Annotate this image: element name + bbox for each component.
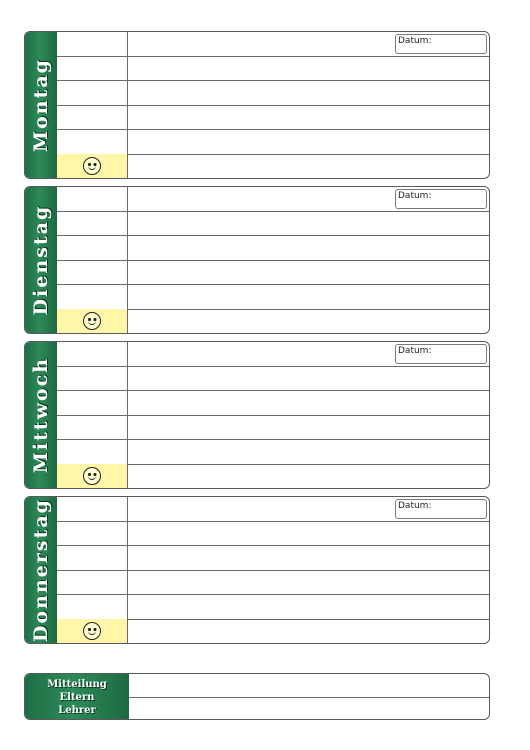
writing-line[interactable] [57, 367, 489, 392]
writing-line[interactable] [57, 106, 489, 131]
smiley-face-icon [83, 312, 101, 330]
column-divider [127, 32, 128, 178]
day-name: Dienstag [30, 204, 52, 316]
day-block-3 [24, 496, 490, 644]
writing-line[interactable] [57, 130, 489, 155]
day-label [25, 497, 57, 643]
writing-line[interactable] [57, 81, 489, 106]
day-label [25, 32, 57, 178]
day-block-1 [24, 186, 490, 334]
writing-line[interactable] [57, 440, 489, 465]
smiley-face-icon [83, 157, 101, 175]
datum-field[interactable]: Datum: [395, 499, 487, 519]
writing-line[interactable] [57, 522, 489, 547]
day-block-0 [24, 31, 490, 179]
rating-cell [57, 309, 127, 333]
datum-field[interactable]: Datum: [395, 34, 487, 54]
day-label [25, 342, 57, 488]
writing-line[interactable] [57, 212, 489, 237]
writing-line[interactable] [57, 595, 489, 620]
day-name: Mittwoch [30, 356, 52, 474]
mitteilung-divider [129, 697, 489, 698]
writing-line[interactable] [57, 571, 489, 596]
writing-line[interactable] [57, 236, 489, 261]
column-divider [127, 342, 128, 488]
rating-cell [57, 154, 127, 178]
mitteilung-label-line1: Mitteilung [47, 679, 107, 690]
rating-cell [57, 619, 127, 643]
writing-line[interactable] [57, 391, 489, 416]
mitteilung-label [25, 674, 129, 719]
smiley-face-icon [83, 467, 101, 485]
writing-line[interactable] [57, 261, 489, 286]
day-label [25, 187, 57, 333]
datum-field[interactable]: Datum: [395, 344, 487, 364]
day-name: Montag [30, 58, 52, 152]
smiley-face-icon [83, 622, 101, 640]
writing-line[interactable] [57, 546, 489, 571]
column-divider [127, 187, 128, 333]
datum-field[interactable]: Datum: [395, 189, 487, 209]
mitteilung-label-line2: Eltern [59, 692, 95, 703]
day-block-2 [24, 341, 490, 489]
mitteilung-section [24, 673, 490, 720]
column-divider [127, 497, 128, 643]
writing-line[interactable] [57, 416, 489, 441]
rating-cell [57, 464, 127, 488]
writing-line[interactable] [57, 285, 489, 310]
mitteilung-label-line3: Lehrer [58, 705, 96, 716]
day-name: Donnerstag [30, 498, 52, 642]
writing-line[interactable] [57, 57, 489, 82]
